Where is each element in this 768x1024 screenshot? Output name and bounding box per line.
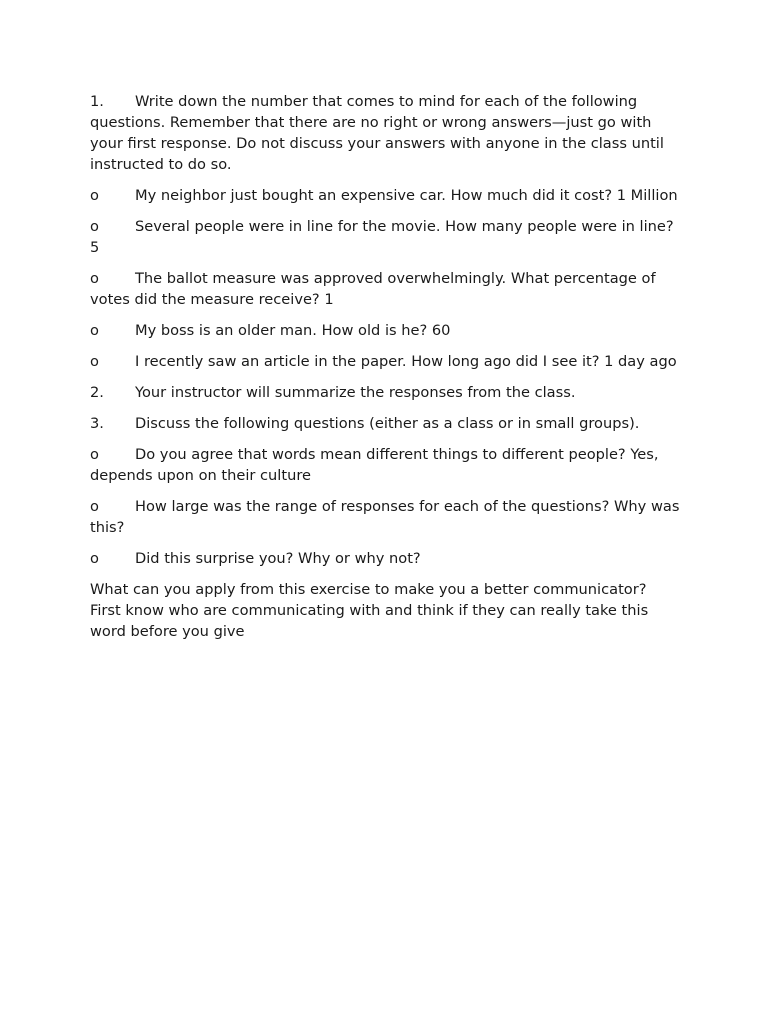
item-marker: o bbox=[90, 322, 99, 339]
document-body bbox=[90, 91, 682, 652]
bullet-item-boss bbox=[90, 320, 682, 341]
item-marker: 1. bbox=[90, 93, 104, 110]
item-text: Discuss the following questions (either as a class or in small groups). bbox=[135, 415, 640, 432]
item-text: Your instructor will summarize the responses from the class. bbox=[135, 384, 576, 401]
item-marker: o bbox=[90, 270, 99, 287]
item-text: My boss is an older man. How old is he? 60 bbox=[135, 322, 451, 339]
bullet-item-article bbox=[90, 351, 682, 372]
bullet-item-line bbox=[90, 216, 682, 258]
bullet-item-range bbox=[90, 496, 682, 538]
item-marker: o bbox=[90, 498, 99, 515]
item-marker: o bbox=[90, 218, 99, 235]
bullet-item-surprise bbox=[90, 548, 682, 569]
closing-question: What can you apply from this exercise to make you a better communicator? bbox=[90, 581, 647, 598]
closing-paragraph bbox=[90, 579, 682, 642]
item-marker: o bbox=[90, 446, 99, 463]
item-marker: 3. bbox=[90, 415, 104, 432]
closing-answer: First know who are communicating with and think if they can really take this word before you give bbox=[90, 602, 649, 640]
item-marker: 2. bbox=[90, 384, 104, 401]
item-text: Do you agree that words mean different things to different people? Yes, depends upon on their culture bbox=[90, 446, 659, 484]
bullet-item-words bbox=[90, 444, 682, 486]
bullet-item-ballot bbox=[90, 268, 682, 310]
item-marker: o bbox=[90, 550, 99, 567]
item-text: Several people were in line for the movie. How many people were in line? 5 bbox=[90, 218, 674, 256]
item-text: My neighbor just bought an expensive car. How much did it cost? 1 Million bbox=[135, 187, 678, 204]
item-text: How large was the range of responses for each of the questions? Why was this? bbox=[90, 498, 680, 536]
item-marker: o bbox=[90, 187, 99, 204]
item-text: Write down the number that comes to mind for each of the following questions. Remember that there are no right or wrong answers—just go with your first response. Do not discuss your answers with anyone in the class until instructed to do so. bbox=[90, 93, 664, 173]
numbered-item-1 bbox=[90, 91, 682, 175]
item-text: Did this surprise you? Why or why not? bbox=[135, 550, 421, 567]
item-text: I recently saw an article in the paper. How long ago did I see it? 1 day ago bbox=[135, 353, 677, 370]
item-text: The ballot measure was approved overwhelmingly. What percentage of votes did the measure receive? 1 bbox=[90, 270, 656, 308]
item-marker: o bbox=[90, 353, 99, 370]
numbered-item-2 bbox=[90, 382, 682, 403]
numbered-item-3 bbox=[90, 413, 682, 434]
bullet-item-car bbox=[90, 185, 682, 206]
